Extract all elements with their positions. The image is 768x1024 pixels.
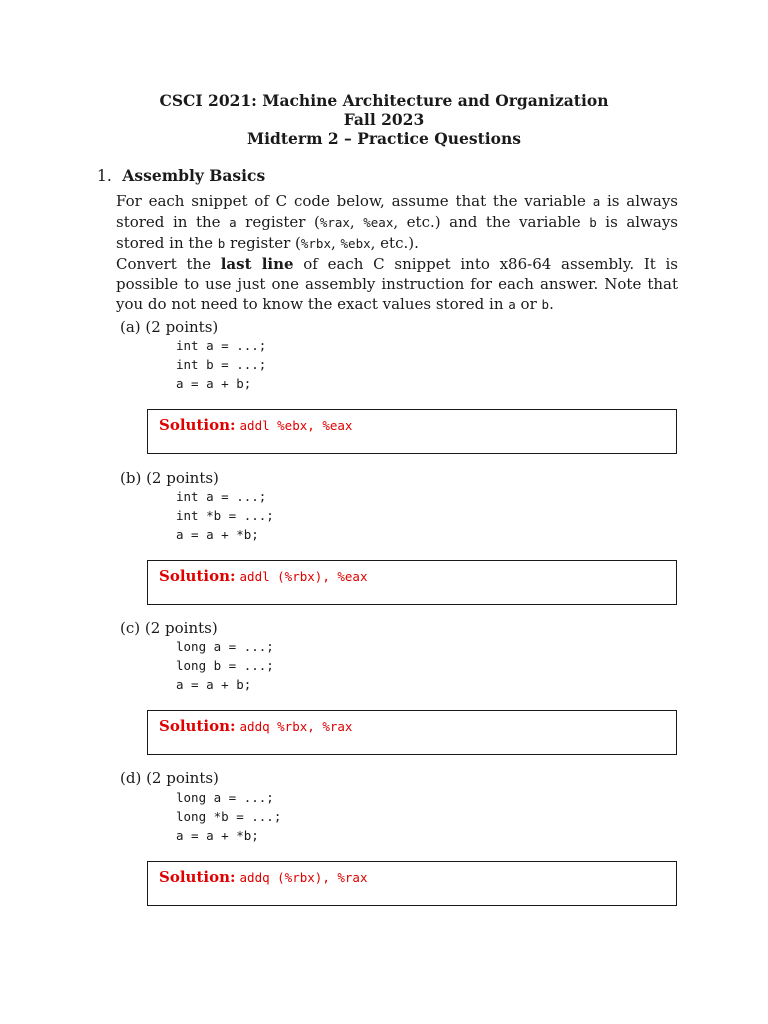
document-header [0, 91, 768, 148]
code-snippet-b: int a = ...; int *b = ...; a = a + *b; [176, 489, 274, 542]
question-label-b: (b) (2 points) [120, 469, 219, 487]
solution-title: Solution: [159, 868, 236, 886]
code-snippet-d: long a = ...; long *b = ...; a = a + *b; [176, 790, 282, 843]
solution-box-d [147, 861, 677, 906]
term: Fall 2023 [343, 110, 425, 129]
question-label-c: (c) (2 points) [120, 619, 218, 637]
solution-title: Solution: [159, 717, 236, 735]
emphasis-last-line: last line [220, 255, 294, 273]
solution-code: addq %rbx, %rax [239, 719, 353, 734]
solution-code: addl %ebx, %eax [239, 418, 353, 433]
course-title: CSCI 2021: Machine Architecture and Organization [159, 91, 609, 110]
instructions-paragraph-2: Convert the last line of each C snippet into x86-64 assembly. It is possible to use just one assembly instruction for each answer. Note that you do not need to know the exact values stored in a or b. [116, 255, 678, 313]
solution-box-b [147, 560, 677, 605]
solution-code: addl (%rbx), %eax [239, 569, 368, 584]
section-number: 1. [97, 167, 112, 185]
exam-title: Midterm 2 – Practice Questions [247, 129, 521, 148]
code-snippet-c: long a = ...; long b = ...; a = a + b; [176, 639, 274, 692]
code-snippet-a: int a = ...; int b = ...; a = a + b; [176, 338, 267, 391]
solution-title: Solution: [159, 567, 236, 585]
section-heading [97, 166, 265, 185]
section-title: Assembly Basics [122, 166, 266, 185]
solution-box-a [147, 409, 677, 454]
solution-box-c [147, 710, 677, 755]
question-label-d: (d) (2 points) [120, 769, 219, 787]
question-label-a: (a) (2 points) [120, 318, 219, 336]
solution-title: Solution: [159, 416, 236, 434]
solution-code: addq (%rbx), %rax [239, 870, 368, 885]
instructions-paragraph-1: For each snippet of C code below, assume that the variable a is always stored in the a register (%rax, %eax, etc.) and the variable b is always stored in the b register (%rbx, %ebx, etc.). [116, 192, 679, 252]
